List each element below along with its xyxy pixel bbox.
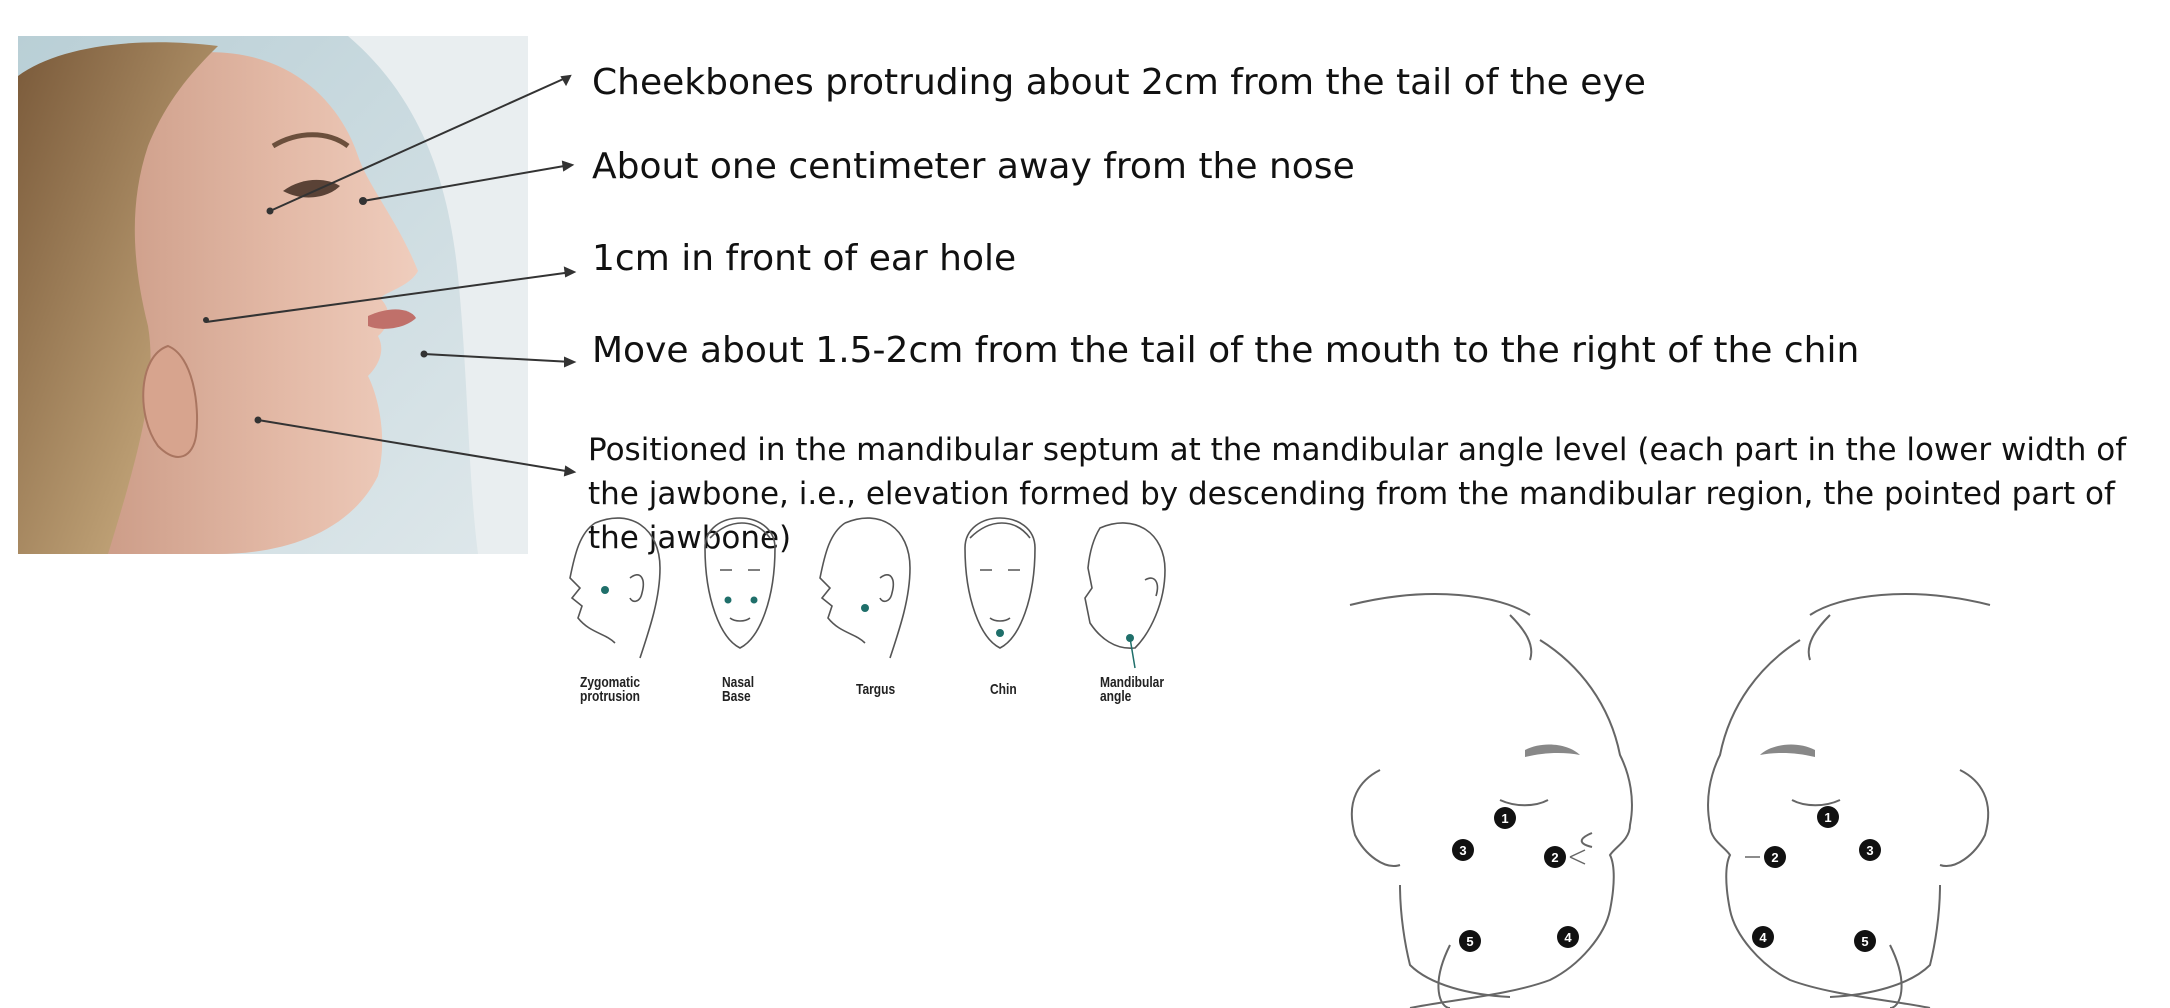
marker-number: 4 xyxy=(1564,930,1572,945)
marker-number: 2 xyxy=(1771,850,1779,865)
marker-number: 3 xyxy=(1459,843,1467,858)
numbered-face-diagram xyxy=(1330,585,2010,1008)
marker-number: 2 xyxy=(1551,850,1559,865)
numbered-markers xyxy=(1452,806,1881,952)
acupoint-dots xyxy=(601,586,1134,642)
thumbnail-strip xyxy=(560,508,1200,718)
marker-number: 5 xyxy=(1861,934,1869,949)
thumbnail-caption: Mandibular angle xyxy=(1100,674,1165,705)
marker-number: 1 xyxy=(1501,811,1509,826)
marker-number: 4 xyxy=(1759,930,1767,945)
thumbnail-caption: Nasal Base xyxy=(722,674,755,705)
thumbnail-caption: Chin xyxy=(990,681,1017,698)
thumbnail-caption: Targus xyxy=(856,681,896,698)
annotation-nose: About one centimeter away from the nose xyxy=(592,146,1355,187)
annotation-chin: Move about 1.5-2cm from the tail of the mouth to the right of the chin xyxy=(592,330,1860,371)
annotation-cheekbone: Cheekbones protruding about 2cm from the tail of the eye xyxy=(592,62,1646,103)
annotation-mandibular: Positioned in the mandibular septum at the mandibular angle level (each part in the lower width of the jawbone, i.e., elevation formed by descending from the mandibular region, the pointed part of the jawbone) xyxy=(588,432,2127,556)
thumbnail-caption: Zygomatic protrusion xyxy=(580,674,641,705)
annotation-ear: 1cm in front of ear hole xyxy=(592,238,1017,279)
marker-number: 3 xyxy=(1866,843,1874,858)
marker-number: 1 xyxy=(1824,810,1832,825)
marker-number: 5 xyxy=(1466,934,1474,949)
